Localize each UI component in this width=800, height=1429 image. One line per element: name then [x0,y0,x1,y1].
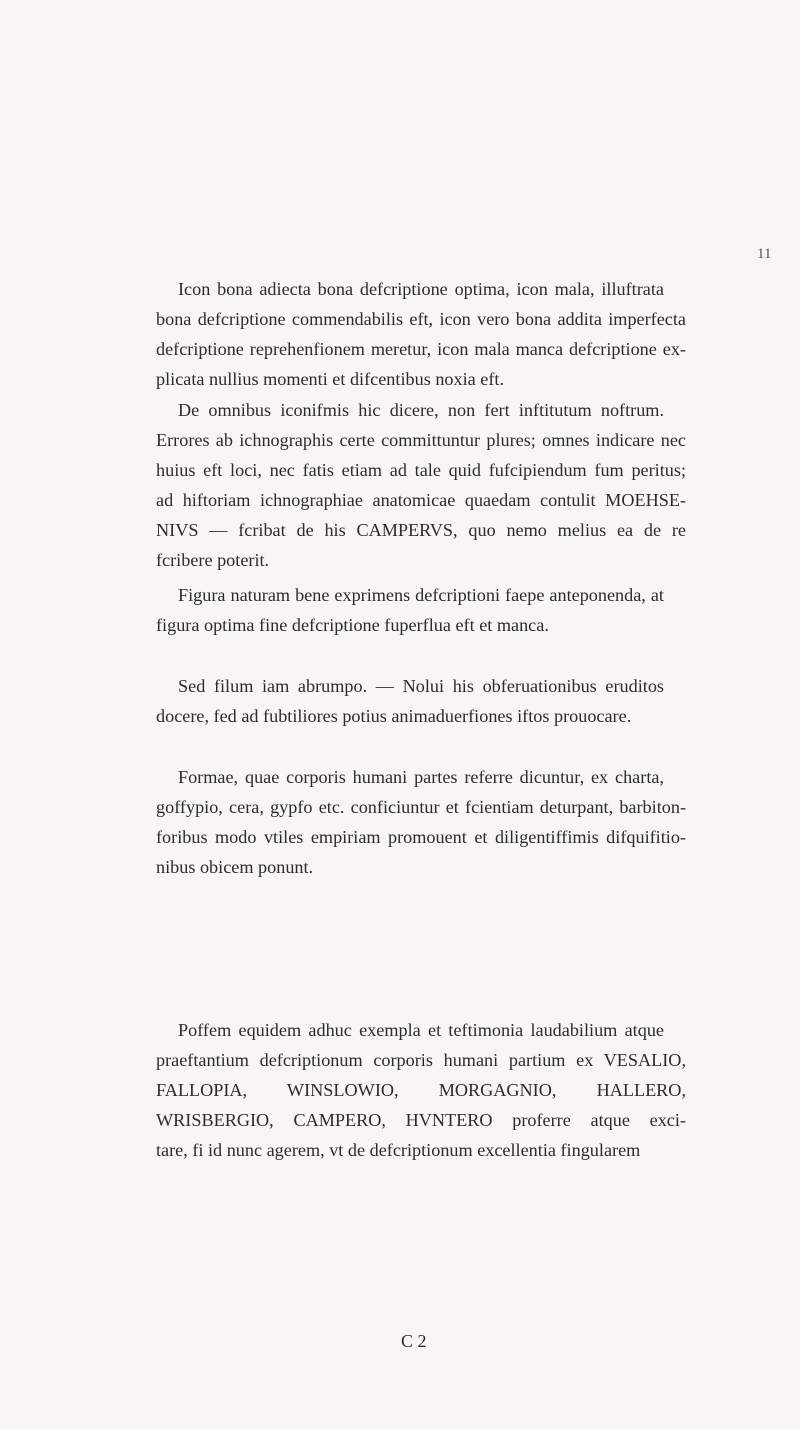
text-line: huius eft loci, nec fatis etiam ad tale quid fufcipiendum fum peritus; [156,460,686,480]
text-line: docere, fed ad fubtiliores potius animaduerfiones iftos prouocare. [156,706,632,726]
text-line: tare, fi id nunc agerem, vt de defcriptionum excellentia fingularem [156,1140,641,1160]
paragraph-3 [156,580,686,640]
text-line: defcriptione reprehenfionem meretur, icon mala manca defcriptione ex- [156,339,686,359]
catchword: C 2 [401,1331,427,1351]
text-line: Formae, quae corporis humani partes referre dicuntur, ex charta, [178,767,664,787]
paragraph-2 [156,395,686,575]
text-line: bona defcriptione commendabilis eft, icon vero bona addita imperfecta [156,309,686,329]
paragraph-6 [156,1015,686,1165]
paragraph-5 [156,762,686,882]
text-line: WRISBERGIO, CAMPERO, HVNTERO proferre atque exci- [156,1110,686,1130]
text-line: figura optima fine defcriptione fuperflua eft et manca. [156,615,549,635]
text-line: FALLOPIA, WINSLOWIO, MORGAGNIO, HALLERO, [156,1080,686,1100]
text-line: plicata nullius momenti et difcentibus noxia eft. [156,369,505,389]
text-line: Figura naturam bene exprimens defcriptioni faepe anteponenda, at [178,585,664,605]
text-line: goffypio, cera, gypfo etc. conficiuntur et fcientiam deturpant, barbiton- [156,797,686,817]
paragraph-1 [156,274,686,394]
text-line: Poffem equidem adhuc exempla et teftimonia laudabilium atque [178,1020,664,1040]
paragraph-4 [156,671,686,731]
text-line: fcribere poterit. [156,550,270,570]
text-line: NIVS — fcribat de his CAMPERVS, quo nemo melius ea de re [156,520,686,540]
text-line: Errores ab ichnographis certe committuntur plures; omnes indicare nec [156,430,686,450]
text-line: ad hiftoriam ichnographiae anatomicae quaedam contulit MOEHSE- [156,490,686,510]
text-line: Sed filum iam abrumpo. — Nolui his obferuationibus eruditos [178,676,664,696]
text-line: De omnibus iconifmis hic dicere, non fert inftitutum noftrum. [178,400,664,420]
page-number: 11 [757,246,772,262]
text-line: foribus modo vtiles empiriam promouent et diligentiffimis difquifitio- [156,827,686,847]
text-line: Icon bona adiecta bona defcriptione optima, icon mala, illuftrata [178,279,664,299]
text-line: praeftantium defcriptionum corporis humani partium ex VESALIO, [156,1050,686,1070]
text-line: nibus obicem ponunt. [156,857,314,877]
